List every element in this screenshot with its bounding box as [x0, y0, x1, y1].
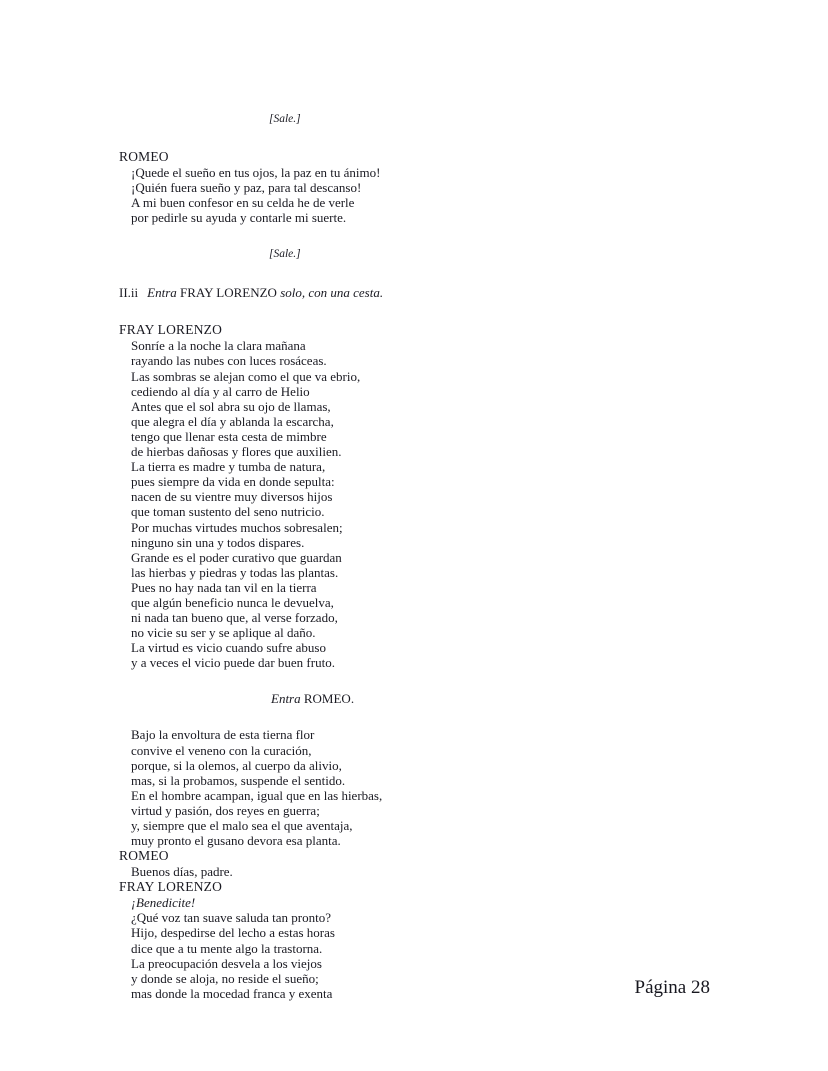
page-content: [119, 112, 719, 1001]
verse-line: En el hombre acampan, igual que en las hierbas,: [131, 787, 383, 803]
verse-line: A mi buen confesor en su celda he de verle: [131, 195, 355, 211]
verse-lines: [119, 864, 719, 879]
page-number-footer: Página 28: [634, 977, 710, 998]
scene-character: FRAY LORENZO: [180, 285, 277, 301]
verse-line: no vicie su ser y se aplique al daño.: [131, 625, 316, 641]
verse-line: rayando las nubes con luces rosáceas.: [131, 353, 327, 369]
verse-line: ¡Quede el sueño en tus ojos, la paz en tu ánimo!: [131, 165, 381, 180]
verse-line: y a veces el vicio puede dar buen fruto.: [131, 655, 335, 671]
verse-line: tengo que llenar esta cesta de mimbre: [131, 428, 327, 444]
verse-lines: [119, 338, 719, 670]
speaker-name: ROMEO: [119, 149, 169, 164]
verse-line: convive el veneno con la curación,: [131, 742, 312, 758]
stage-direction-exit-2: [Sale.]: [269, 248, 301, 261]
verse-line: La preocupación desvela a los viejos: [131, 955, 322, 971]
verse-line: que toman sustento del seno nutricio.: [131, 504, 325, 520]
scene-marker: [119, 285, 719, 300]
stage-enter-verb: Entra: [271, 691, 301, 707]
verse-line: ni nada tan bueno que, al verse forzado,: [131, 610, 338, 626]
scene-enter-verb: Entra: [147, 285, 177, 301]
verse-line: mas donde la mocedad franca y exenta: [131, 985, 333, 1001]
scene-description: solo, con una cesta.: [280, 285, 384, 301]
verse-line: pues siempre da vida en donde sepulta:: [131, 474, 335, 490]
verse-line: ninguno sin una y todos dispares.: [131, 534, 305, 550]
verse-line: Grande es el poder curativo que guardan: [131, 549, 342, 565]
speech-block-continuation: [119, 727, 719, 848]
verse-line: Las sombras se alejan como el que va ebrio,: [131, 368, 361, 384]
verse-line: virtud y pasión, dos reyes en guerra;: [131, 802, 320, 818]
stage-direction-enter-romeo: [119, 691, 719, 706]
verse-line: nacen de su vientre muy diversos hijos: [131, 489, 333, 505]
speech-block-romeo-2: [119, 848, 719, 879]
speaker-name: FRAY LORENZO: [119, 322, 223, 338]
verse-line: Sonríe a la noche la clara mañana: [131, 338, 306, 354]
verse-line: que algún beneficio nunca le devuelva,: [131, 594, 334, 610]
verse-line: mas, si la probamos, suspende el sentido.: [131, 772, 346, 788]
verse-line: La virtud es vicio cuando sufre abuso: [131, 640, 326, 656]
verse-line: Por muchas virtudes muchos sobresalen;: [131, 519, 343, 535]
verse-line: y donde se aloja, no reside el sueño;: [131, 970, 319, 986]
verse-line: Pues no hay nada tan vil en la tierra: [131, 579, 317, 595]
verse-line: Buenos días, padre.: [131, 864, 233, 880]
stage-direction-exit-1: [Sale.]: [269, 113, 301, 125]
verse-line: y, siempre que el malo sea el que aventaja,: [131, 818, 353, 833]
verse-line: muy pronto el gusano devora esa planta.: [131, 833, 341, 849]
verse-line: cediendo al día y al carro de Helio: [131, 383, 310, 399]
verse-line: Antes que el sol abra su ojo de llamas,: [131, 398, 331, 414]
verse-line-benedicite: ¡Benedicite!: [131, 895, 196, 911]
speaker-name: FRAY LORENZO: [119, 879, 223, 895]
verse-line: por pedirle su ayuda y contarle mi suerte.: [131, 210, 347, 226]
speech-block-romeo-1: [119, 149, 719, 225]
verse-line: Hijo, despedirse del lecho a estas horas: [131, 925, 335, 941]
verse-line: las hierbas y piedras y todas las plantas.: [131, 564, 339, 580]
verse-lines: [119, 165, 719, 225]
stage-enter-character: ROMEO.: [303, 691, 355, 707]
verse-line: La tierra es madre y tumba de natura,: [131, 459, 326, 475]
verse-line: porque, si la olemos, al cuerpo da alivio,: [131, 757, 342, 773]
verse-line: que alegra el día y ablanda la escarcha,: [131, 413, 334, 429]
scene-number: II.ii: [119, 285, 139, 301]
verse-lines: [119, 727, 719, 848]
speech-block-fray-lorenzo-1: [119, 322, 719, 670]
verse-line: Bajo la envoltura de esta tierna flor: [131, 727, 315, 743]
verse-line: dice que a tu mente algo la trastorna.: [131, 940, 323, 956]
verse-line: ¿Qué voz tan suave saluda tan pronto?: [131, 910, 331, 926]
speaker-name: ROMEO: [119, 848, 169, 864]
verse-line: de hierbas dañosas y flores que auxilien.: [131, 444, 342, 460]
verse-line: ¡Quién fuera sueño y paz, para tal descanso!: [131, 180, 362, 196]
